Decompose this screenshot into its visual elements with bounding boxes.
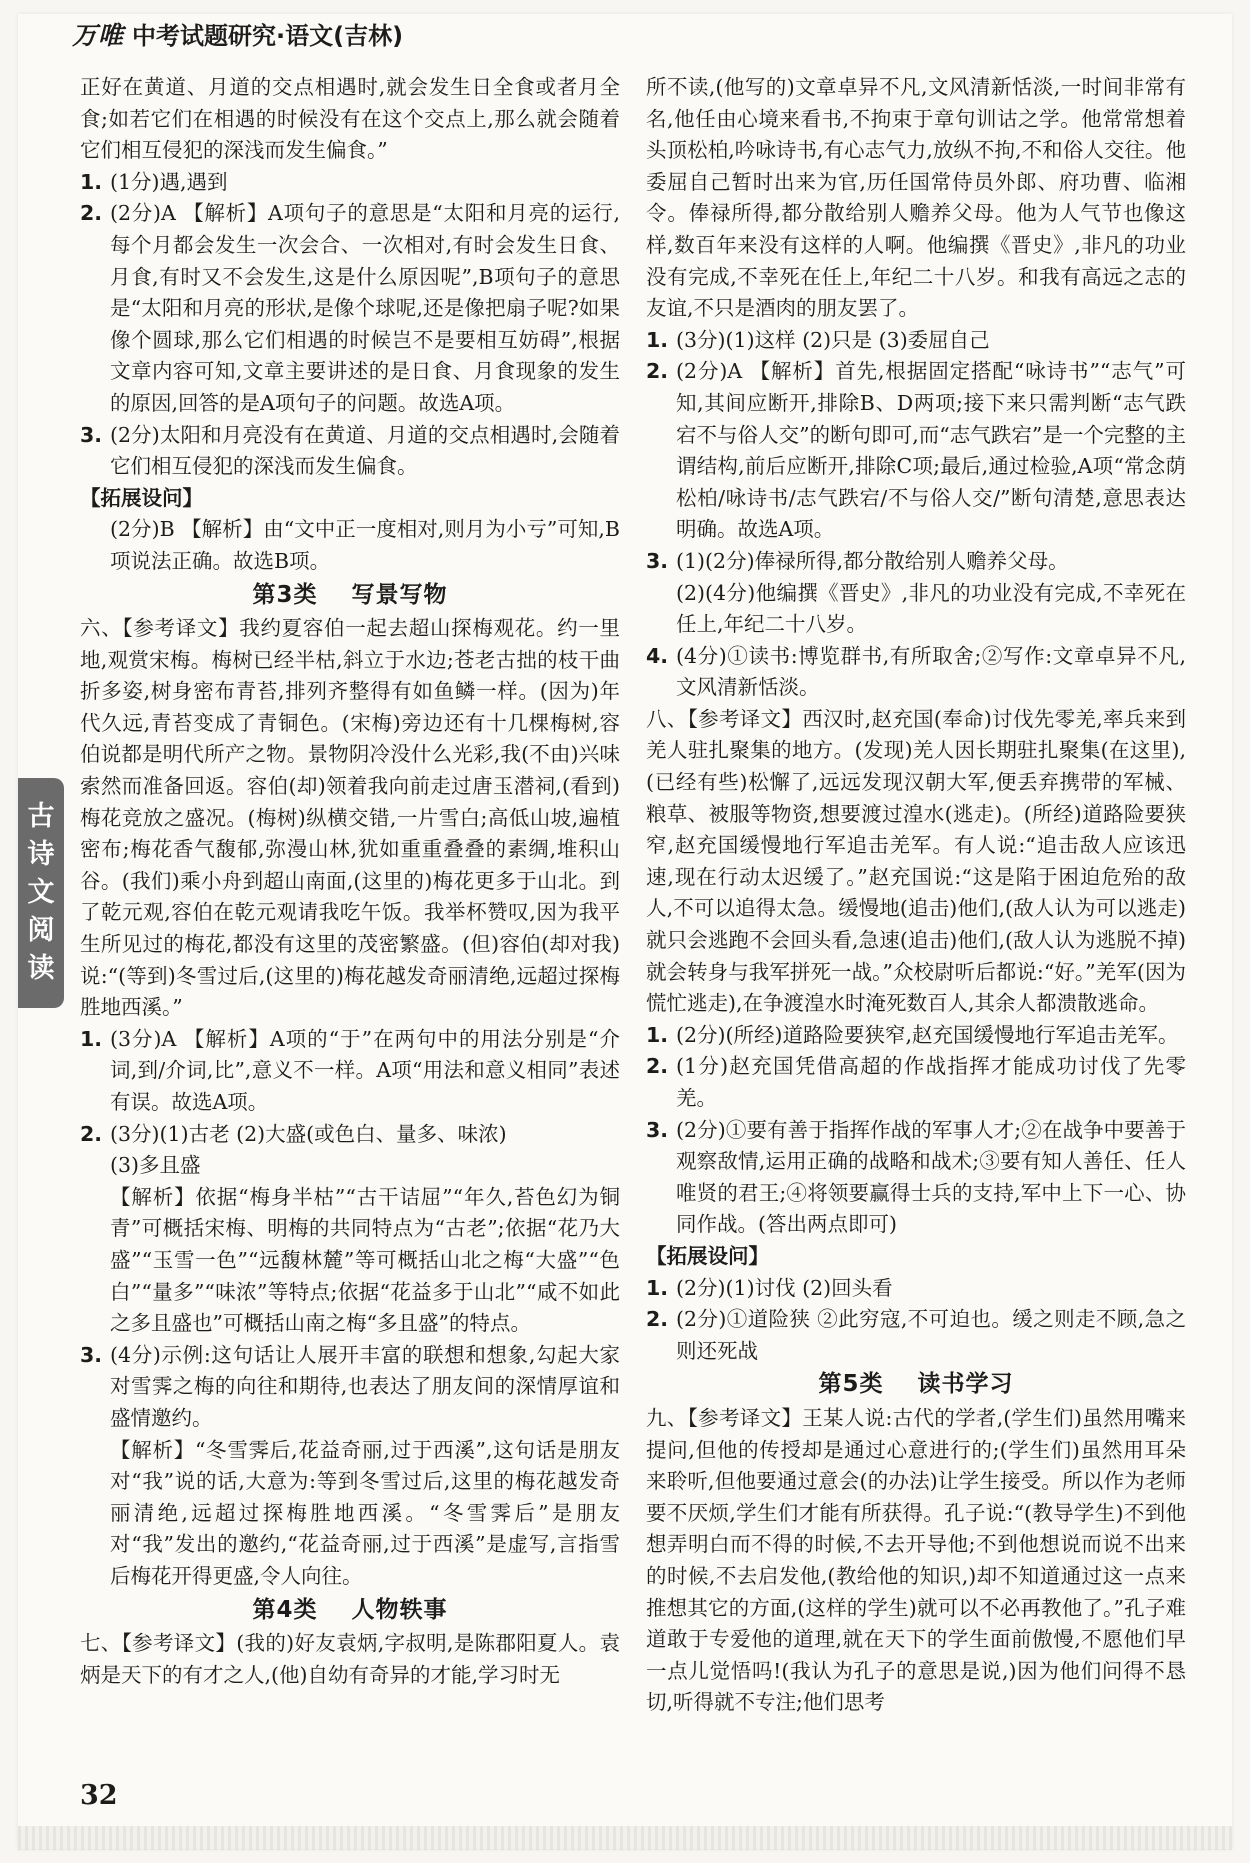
paragraph: (2)(4分)他编撰《晋史》,非凡的功业没有完成,不幸死在任上,年纪二十八岁。 [676,580,1186,637]
paragraph: (2分)B 【解析】由“文中正一度相对,则月为小亏”可知,B项说法正确。故选B项。 [110,517,620,573]
answer-item: 3. (2分)太阳和月亮没有在黄道、月道的交点相遇时,会随着它们相互侵犯的深浅而发生偏食。 [80,422,620,479]
page-number: 32 [80,1780,118,1811]
translation-paragraph: 七、【参考译文】(我的)好友袁炳,字叔明,是陈郡阳夏人。袁炳是天下的有才之人,(他)自幼有奇异的才能,学习时无 [80,1631,620,1687]
right-column [646,72,1186,1719]
answer-item: 1. (3分)A 【解析】A项的“于”在两句中的用法分别是“介词,到/介词,比”,意义不一样。A项“用法和意义相同”表述有误。故选A项。 [80,1026,620,1114]
translation-paragraph: 九、【参考译文】王某人说:古代的学者,(学生们)虽然用嘴来提问,但他的传授却是通过心意进行的;(学生们)虽然用耳朵来聆听,但他要通过意会(的办法)让学生接受。所以作为老师要不厌烦,学生们才能有所获得。孔子说:“(教导学生)不到他想弄明白而不得的时候,不去开导他;不到他想说而说不出来的时候,不去启发他,(教给他的知识,)却不知道通过这一点来推想其它的方面,(这样的学生)就可以不必再教他了。”孔子难道敢于专爱他的道理,就在天下的学生面前傲慢,不愿他们早一点儿觉悟吗!(我认为孔子的意思是说,)因为他们问得不恳切,听得就不专注;他们思考 [646,1405,1186,1715]
paragraph: 【解析】依据“梅身半枯”“古干诘屈”“年久,苔色幻为铜青”可概括宋梅、明梅的共同特点为“古老”;依据“花乃大盛”“玉雪一色”“远馥林麓”等可概括山北之梅“大盛”“色白”“量多”“味浓”等特点;依据“花益多于山北”“咸不如此之多且盛也”可概括山南之梅“多且盛”的特点。 [110,1184,620,1336]
section-heading: 第5类 读书学习 [818,1371,1014,1398]
answer-item: 1. (1分)遇,遇到 [80,169,228,194]
page-header [72,16,403,60]
section-heading: 第3类 写景写物 [252,581,448,608]
side-tab-char: 阅 [27,915,55,946]
brand-logo: 万唯 [72,21,125,50]
answer-item: 2. (3分)(1)古老 (2)大盛(或色白、量多、味浓) [80,1121,507,1146]
answer-item: 3. (4分)示例:这句话让人展开丰富的联想和想象,勾起大家对雪霁之梅的向往和期待,也表达了朋友间的深情厚谊和盛情邀约。 [80,1342,620,1430]
paragraph: (3)多且盛 [110,1153,201,1178]
answer-item: 2. (1分)赵充国凭借高超的作战指挥才能成功讨伐了先零羌。 [646,1054,1186,1110]
side-tab-char: 读 [27,953,55,984]
side-tab-char: 古 [27,801,55,832]
translation-paragraph: 六、【参考译文】我约夏容伯一起去超山探梅观花。约一里地,观赏宋梅。梅树已经半枯,斜立于水边;苍老古拙的枝干曲折多姿,树身密布青苔,排列齐整得有如鱼鳞一样。(因为)年代久远,青苔变成了青铜色。(宋梅)旁边还有十几棵梅树,容伯说都是明代所产之物。景物阴冷没什么光彩,我(不由)兴味索然而准备回返。容伯(却)领着我向前走过唐玉潜祠,(看到)梅花竞放之盛况。(梅树)纵横交错,一片雪白;高低山坡,遍植密布;梅花香气馥郁,弥漫山林,犹如重重叠叠的素绸,堆积山谷。(我们)乘小舟到超山南面,(这里的)梅花更多于山北。到了乾元观,容伯在乾元观请我吃午饭。我举杯赞叹,因为我平生所见过的梅花,都没有这里的茂密繁盛。(但)容伯(却对我)说:“(等到)冬雪过后,(这里的)梅花越发奇丽清绝,远超过探梅胜地西溪。” [80,616,620,1020]
section-heading: 第4类 人物轶事 [252,1596,448,1623]
extension-label: 【拓展设问】 [646,1243,769,1268]
answer-item: 2. (2分)①道险狭 ②此穷寇,不可迫也。缓之则走不顾,急之则还死战 [646,1307,1186,1363]
answer-item: 1. (3分)(1)这样 (2)只是 (3)委屈自己 [646,327,990,352]
paragraph: 所不读,(他写的)文章卓异不凡,文风清新恬淡,一时间非常有名,他任由心境来看书,不拘束于章句训诂之学。他常常想着头顶松柏,吟咏诗书,有心志气力,放纵不拘,不和俗人交往。他委屈自己暂时出来为官,历任国常侍员外郎、府功曹、临湘令。俸禄所得,都分散给别人赡养父母。他为人气节也像这样,数百年来没有这样的人啊。他编撰《晋史》,非凡的功业没有完成,不幸死在任上,年纪二十八岁。和我有高远之志的友谊,不只是酒肉的朋友罢了。 [646,75,1186,321]
answer-item: 1. (2分)(1)讨伐 (2)回头看 [646,1275,893,1300]
answer-item: 2. (2分)A 【解析】A项句子的意思是“太阳和月亮的运行,每个月都会发生一次会合、一次相对,有时会发生日食、月食,有时又不会发生,这是什么原因呢”,B项句子的意思是“太阳和月亮的形状,是像个球呢,还是像把扇子呢?如果像个圆球,那么它们相遇的时候岂不是要相互妨碍”,根据文章内容可知,文章主要讲述的是日食、月食现象的发生的原因,回答的是A项句子的问题。故选A项。 [80,201,620,415]
answer-item: 3. (2分)①要有善于指挥作战的军事人才;②在战争中要善于观察敌情,运用正确的战略和战术;③要有知人善任、任人唯贤的君王;④将领要赢得士兵的支持,军中上下一心、协同作战。(答出两点即可) [646,1117,1186,1237]
paragraph: 【解析】“冬雪霁后,花益奇丽,过于西溪”,这句话是朋友对“我”说的话,大意为:等到冬雪过后,这里的梅花越发奇丽清绝,远超过探梅胜地西溪。“冬雪霁后”是朋友对“我”发出的邀约,“花益奇丽,过于西溪”是虚写,言指雪后梅花开得更盛,令人向往。 [110,1437,620,1588]
paragraph: 正好在黄道、月道的交点相遇时,就会发生日全食或者月全食;如若它们在相遇的时候没有在这个交点上,那么就会随着它们相互侵犯的深浅而发生偏食。” [80,75,620,163]
answer-item: 3. (1)(2分)俸禄所得,都分散给别人赡养父母。 [646,548,1069,573]
footer-band [18,1826,1232,1850]
left-column [80,72,620,1691]
side-tab-char: 诗 [27,839,55,870]
section-side-tab [18,778,64,1008]
answer-item: 2. (2分)A 【解析】首先,根据固定搭配“咏诗书”“志气”可知,其间应断开,排除B、D两项;接下来只需判断“志气跌宕不与俗人交”的断句即可,而“志气跌宕”是一个完整的主谓结构,前后应断开,排除C项;最后,通过检验,A项“常念荫松柏/咏诗书/志气跌宕/不与俗人交/”断句清楚,意思表达明确。故选A项。 [646,359,1186,542]
answer-item: 1. (2分)(所经)道路险要狭窄,赵充国缓慢地行军追击羌军。 [646,1022,1179,1047]
side-tab-char: 文 [27,877,55,908]
translation-paragraph: 八、【参考译文】西汉时,赵充国(奉命)讨伐先零羌,率兵来到羌人驻扎聚集的地方。(发现)羌人因长期驻扎聚集(在这里),(已经有些)松懈了,远远发现汉朝大军,便丢弃携带的军械、粮草、被服等物资,想要渡过湟水(逃走)。(所经)道路险要狭窄,赵充国缓慢地行军追击羌军。有人说:“追击敌人应该迅速,现在行动太迟缓了。”赵充国说:“这是陷于困迫危殆的敌人,不可以追得太急。缓慢地(追击)他们,(敌人认为可以逃走)就只会逃跑不会回头看,急速(追击)他们,(敌人认为逃脱不掉)就会转身与我军拼死一战。”众校尉听后都说:“好。”羌军(因为慌忙逃走),在争渡湟水时淹死数百人,其余人都溃散逃命。 [646,706,1186,1016]
answer-item: 4. (4分)①读书:博览群书,有所取舍;②写作:文章卓异不凡,文风清新恬淡。 [646,643,1186,700]
extension-label: 【拓展设问】 [80,485,203,510]
book-title: 中考试题研究·语文(吉林) [132,22,404,50]
